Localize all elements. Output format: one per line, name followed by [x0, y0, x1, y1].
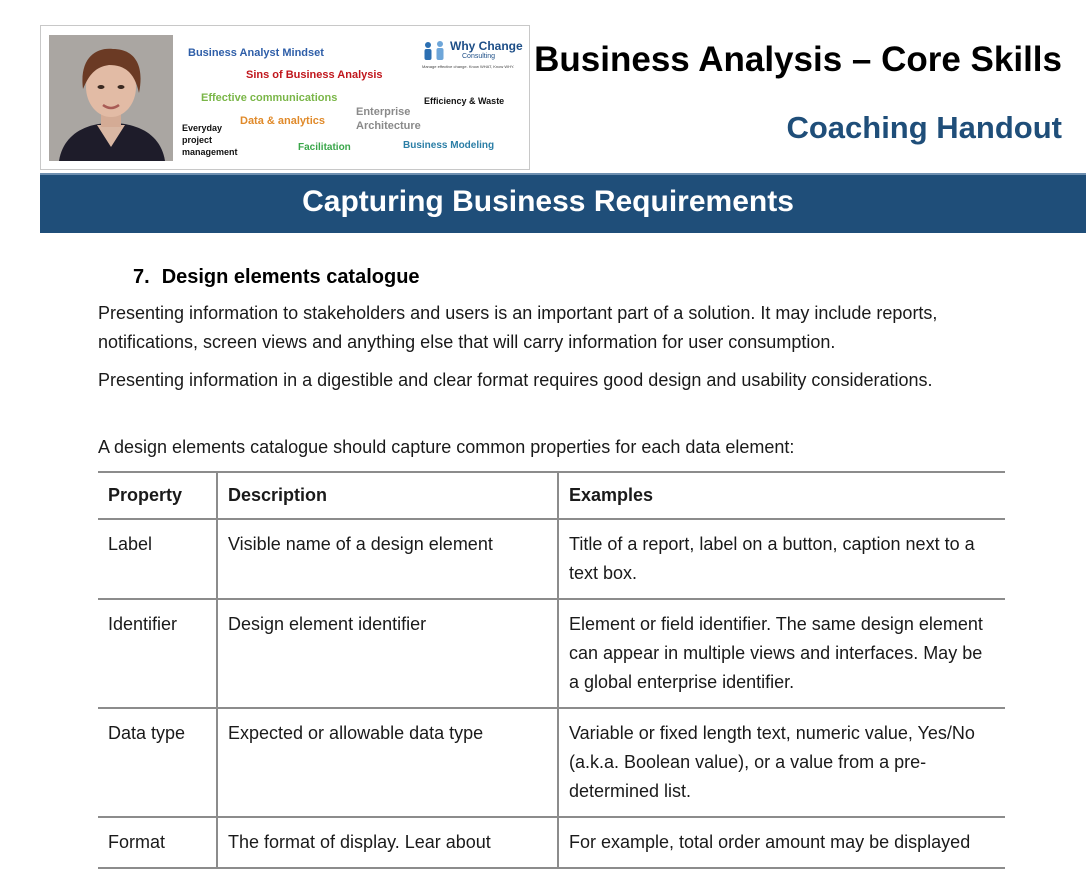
wordcloud-facilitation: Facilitation: [298, 142, 351, 153]
section-title-bar: [40, 173, 1086, 233]
wordcloud-everyday: Everyday: [182, 123, 223, 133]
wordcloud-enterprise: Enterprise: [356, 106, 411, 118]
section-title: Capturing Business Requirements: [302, 185, 794, 218]
wordcloud-data-analytics: Data & analytics: [240, 115, 325, 127]
logo-tagline: Manage effective change. Know WHAT, Know WHY.: [422, 64, 515, 69]
cell-property: Data type: [98, 708, 217, 817]
wordcloud-project: project: [182, 135, 213, 145]
why-change-logo: [420, 37, 523, 73]
design-elements-table: [98, 471, 1005, 869]
wordcloud-business-modeling: Business Modeling: [403, 140, 495, 151]
logo-subtitle: Consulting: [462, 53, 496, 60]
cell-examples: Title of a report, label on a button, caption next to a text box.: [558, 519, 1005, 599]
wordcloud-effective-communications: Effective communications: [201, 92, 338, 104]
presenter-photo: [49, 35, 173, 161]
presenter-portrait-image: [49, 35, 173, 161]
cell-description: Design element identifier: [217, 599, 558, 708]
wordcloud-sins-of-business-analysis: Sins of Business Analysis: [246, 69, 383, 81]
table-row: [98, 599, 1005, 708]
wordcloud-management: management: [182, 147, 238, 157]
wordcloud-business-analyst-mindset: Business Analyst Mindset: [188, 47, 324, 59]
cell-property: Identifier: [98, 599, 217, 708]
table-header-row: [98, 472, 1005, 519]
cell-description: Visible name of a design element: [217, 519, 558, 599]
header-examples: Examples: [558, 472, 1005, 519]
document-title: Business Analysis – Core Skills: [534, 40, 1062, 79]
paragraph-intro: Presenting information to stakeholders and users is an important part of a solution. It may include reports, notifications, screen views and anything else that will carry information for user consumption.: [98, 303, 938, 352]
heading-number: 7.: [133, 266, 150, 288]
table-row: [98, 519, 1005, 599]
header-banner: [40, 25, 530, 170]
logo-name: Why Change: [450, 39, 523, 53]
header-property: Property: [98, 472, 217, 519]
header-description: Description: [217, 472, 558, 519]
cell-description: Expected or allowable data type: [217, 708, 558, 817]
cell-examples: Element or field identifier. The same design element can appear in multiple views and interfaces. May be a global enterprise identifier.: [558, 599, 1005, 708]
cell-examples: Variable or fixed length text, numeric value, Yes/No (a.k.a. Boolean value), or a value from a pre-determined list.: [558, 708, 1005, 817]
paragraph-format: Presenting information in a digestible and clear format requires good design and usability considerations.: [98, 370, 933, 390]
wordcloud-efficiency-waste: Efficiency & Waste: [424, 96, 505, 106]
wordcloud-architecture: Architecture: [356, 120, 421, 132]
cell-property: Format: [98, 817, 217, 868]
document-subtitle: Coaching Handout: [786, 110, 1062, 145]
cell-property: Label: [98, 519, 217, 599]
table-row: [98, 817, 1005, 868]
cell-description: The format of display. Lear about: [217, 817, 558, 868]
section-heading: [133, 266, 420, 289]
people-icon: [422, 40, 448, 62]
heading-text: Design elements catalogue: [161, 266, 420, 288]
paragraph-catalogue: A design elements catalogue should capture common properties for each data element:: [98, 437, 795, 457]
table-row: [98, 708, 1005, 817]
cell-examples: For example, total order amount may be displayed: [558, 817, 1005, 868]
